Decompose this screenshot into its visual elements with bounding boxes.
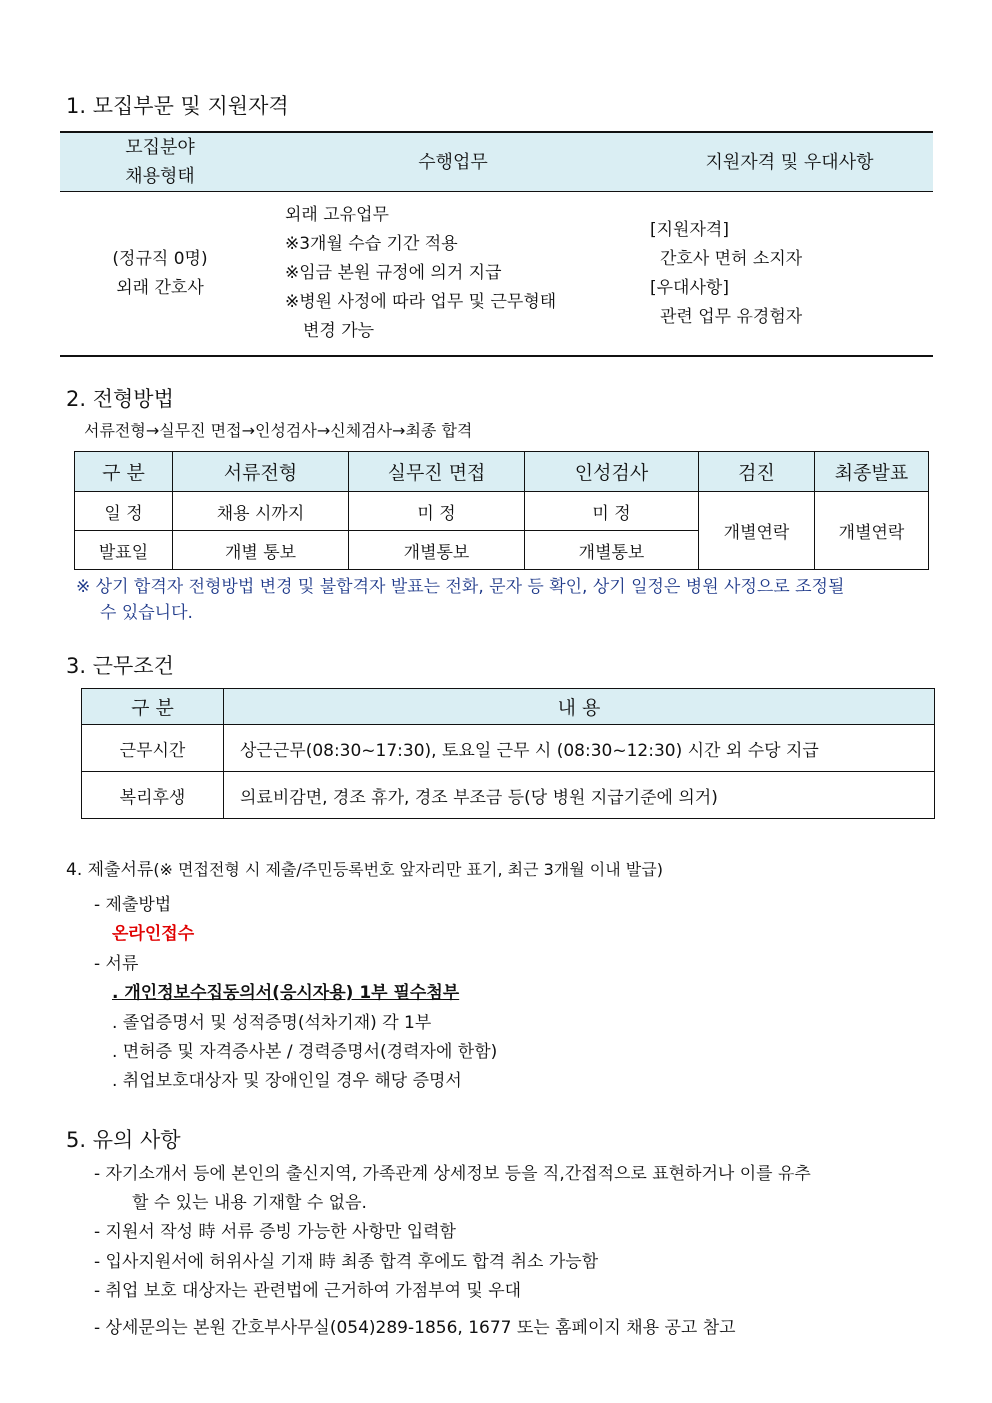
final-cell: 개별연락 — [815, 492, 929, 570]
contact-info: - 상세문의는 본원 간호부사무실(054)289-1856, 1677 또는 홈페이지 채용 공고 참고 — [94, 1318, 736, 1338]
section4-note: (※ 면접전형 시 제출/주민등록번호 앞자리만 표기, 최근 3개월 이내 발급) — [153, 860, 663, 879]
table-row — [82, 725, 935, 772]
table-row — [60, 192, 933, 357]
document-item: . 취업보호대상자 및 장애인일 경우 해당 증명서 — [112, 1071, 462, 1091]
notice-item-cont: 할 수 있는 내용 기재할 수 없음. — [132, 1193, 367, 1213]
header-field-line1: 모집분야 — [125, 137, 195, 158]
header-personality: 인성검사 — [525, 452, 699, 492]
header-checkup: 검진 — [699, 452, 815, 492]
job-count: (정규직 0명) — [112, 248, 208, 269]
recruitment-table — [60, 131, 933, 357]
row-label: 일 정 — [75, 492, 173, 531]
notice-item: - 자기소개서 등에 본인의 출신지역, 가족관계 상세정보 등을 직,간접적으로 표현하거나 이를 유추 — [94, 1164, 811, 1184]
notice-item: - 취업 보호 대상자는 관련법에 근거하여 가점부여 및 우대 — [94, 1281, 522, 1301]
submit-method-value: 온라인접수 — [112, 924, 195, 944]
document-item: . 면허증 및 자격증사본 / 경력증명서(경력자에 한함) — [112, 1042, 498, 1062]
header-type-line2: 채용형태 — [125, 166, 195, 187]
header-document: 서류전형 — [173, 452, 349, 492]
notice-item: - 지원서 작성 時 서류 증빙 가능한 사항만 입력함 — [94, 1222, 456, 1242]
notice-item: - 입사지원서에 허위사실 기재 時 최종 합격 후에도 합격 취소 가능함 — [94, 1252, 599, 1272]
section4-heading — [66, 855, 663, 880]
header-interview: 실무진 면접 — [349, 452, 525, 492]
section1-heading: 1. 모집부문 및 지원자격 — [66, 94, 289, 118]
table-cell: 미 정 — [525, 492, 699, 531]
header-content: 내 용 — [224, 689, 935, 725]
section5-heading: 5. 유의 사항 — [66, 1128, 181, 1152]
conditions-table — [81, 688, 935, 819]
header-category: 구 분 — [75, 452, 173, 492]
row-label: 발표일 — [75, 531, 173, 570]
table-cell: 채용 시까지 — [173, 492, 349, 531]
duty-line: ※3개월 수습 기간 적용 — [285, 234, 458, 254]
row-label: 근무시간 — [82, 725, 224, 772]
header-duties: 수행업무 — [260, 132, 646, 192]
duties-cell — [260, 192, 646, 357]
selection-note: ※ 상기 합격자 전형방법 변경 및 불합격자 발표는 전화, 문자 등 확인, 상기 일정은 병원 사정으로 조정될 — [76, 577, 845, 597]
duty-line: 변경 가능 — [303, 321, 375, 341]
qual-line: [우대사항] — [650, 277, 729, 298]
table-row — [75, 492, 929, 531]
document-item: . 개인정보수집동의서(응시자용) 1부 필수첨부 — [112, 983, 460, 1003]
qual-line: 관련 업무 유경험자 — [660, 306, 803, 327]
section4-title: 4. 제출서류 — [66, 860, 154, 880]
documents-label: - 서류 — [94, 954, 139, 974]
submit-method-label: - 제출방법 — [94, 895, 172, 915]
header-qualifications: 지원자격 및 우대사항 — [646, 132, 933, 192]
selection-note-cont: 수 있습니다. — [100, 603, 193, 623]
job-title: 외래 간호사 — [116, 277, 204, 298]
table-cell: 개별통보 — [525, 531, 699, 570]
work-hours: 상근근무(08:30~17:30), 토요일 근무 시 (08:30~12:30) 시간 외 수당 지급 — [224, 725, 935, 772]
qual-line: 간호사 면허 소지자 — [660, 248, 803, 269]
qualifications-cell — [646, 192, 933, 357]
qual-line: [지원자격] — [650, 219, 729, 240]
duty-line: 외래 고유업무 — [285, 205, 389, 225]
duty-line: ※임금 본원 규정에 의거 지급 — [285, 263, 502, 283]
section2-heading: 2. 전형방법 — [66, 387, 174, 411]
header-category: 구 분 — [82, 689, 224, 725]
table-cell: 개별 통보 — [173, 531, 349, 570]
table-row — [82, 772, 935, 819]
section3-heading: 3. 근무조건 — [66, 654, 174, 678]
table-cell: 미 정 — [349, 492, 525, 531]
row-label: 복리후생 — [82, 772, 224, 819]
duty-line: ※병원 사정에 따라 업무 및 근무형태 — [285, 292, 557, 312]
job-type-cell — [60, 192, 260, 357]
table-cell: 개별통보 — [349, 531, 525, 570]
selection-table — [74, 451, 929, 570]
header-field-type — [60, 132, 260, 192]
benefits: 의료비감면, 경조 휴가, 경조 부조금 등(당 병원 지급기준에 의거) — [224, 772, 935, 819]
document-item: . 졸업증명서 및 성적증명(석차기재) 각 1부 — [112, 1013, 432, 1033]
checkup-cell: 개별연락 — [699, 492, 815, 570]
header-final: 최종발표 — [815, 452, 929, 492]
selection-flow: 서류전형→실무진 면접→인성검사→신체검사→최종 합격 — [84, 421, 473, 440]
